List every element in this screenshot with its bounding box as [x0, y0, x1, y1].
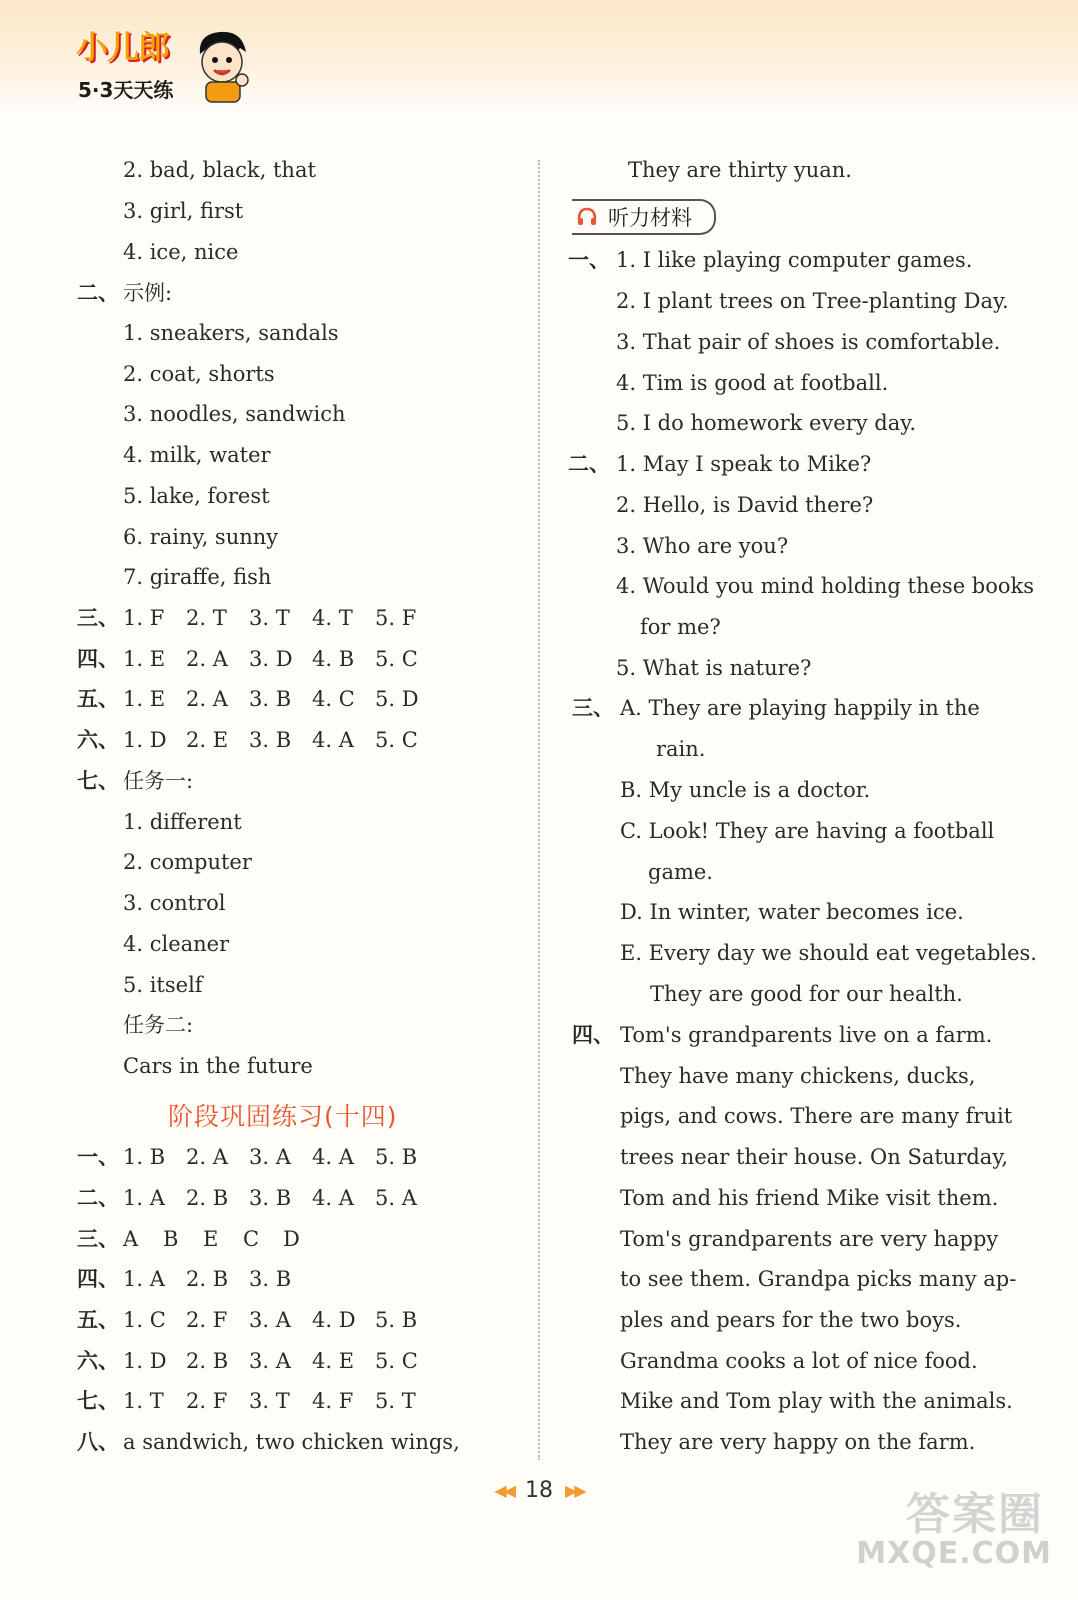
answer-item: 2. F	[186, 1389, 228, 1413]
left-line	[123, 318, 339, 348]
right-line	[568, 449, 872, 479]
left-line	[77, 644, 418, 674]
left-line	[123, 847, 252, 877]
right-line	[620, 938, 1037, 968]
left-line	[123, 440, 271, 470]
right-line	[616, 571, 1034, 601]
section-marker: 三、	[77, 606, 119, 630]
answer-item: 5. itself	[123, 973, 203, 997]
left-line	[77, 1386, 416, 1416]
left-line	[123, 888, 225, 918]
right-line	[628, 155, 852, 185]
listening-materials-tag	[572, 199, 716, 235]
right-line	[620, 1427, 975, 1457]
left-line	[77, 1346, 418, 1376]
section-marker: 一、	[77, 1145, 119, 1169]
answer-item: 6. rainy, sunny	[123, 525, 279, 549]
answer-item: 1. D	[123, 728, 167, 752]
left-line	[77, 1224, 300, 1254]
answer-item: 2. B	[186, 1267, 229, 1291]
page-number: 18	[525, 1477, 553, 1503]
left-line	[123, 196, 243, 226]
answer-item: 5. B	[375, 1145, 418, 1169]
answer-item: B	[163, 1227, 179, 1251]
answer-item: C. Look! They are having a football	[620, 819, 995, 843]
answer-item: 4. B	[312, 647, 355, 671]
section-marker: 七、	[77, 1389, 119, 1413]
left-line	[123, 1051, 313, 1081]
right-line	[616, 408, 916, 438]
answer-item: 2. bad, black, that	[123, 158, 316, 182]
answer-item: 4. milk, water	[123, 443, 271, 467]
left-line	[77, 725, 418, 755]
right-line	[616, 531, 788, 561]
answer-item: 1. different	[123, 810, 242, 834]
right-line	[620, 816, 994, 846]
left-line	[123, 399, 345, 429]
answer-item: 3. B	[249, 1267, 292, 1291]
right-line	[620, 1264, 1016, 1294]
left-line	[123, 522, 278, 552]
left-line	[77, 766, 194, 796]
section-marker: 二、	[568, 452, 610, 476]
answer-item: 4. C	[312, 687, 355, 711]
answer-item: 1. sneakers, sandals	[123, 321, 339, 345]
answer-item: 3. A	[249, 1349, 291, 1373]
answer-item: 5. lake, forest	[123, 484, 270, 508]
answer-item: 4. Would you mind holding these books	[616, 574, 1035, 598]
section-marker: 二、	[77, 281, 119, 305]
answer-item: They are thirty yuan.	[628, 158, 852, 182]
answer-item: 1. F	[123, 606, 165, 630]
answer-item: pigs, and cows. There are many fruit	[620, 1104, 1013, 1128]
answer-item: trees near their house. On Saturday,	[620, 1145, 1009, 1169]
answer-item: 5. C	[375, 728, 418, 752]
answer-item: 5. D	[375, 687, 419, 711]
answer-item: 5. What is nature?	[616, 656, 812, 680]
right-line	[656, 734, 705, 764]
answer-item: 1. A	[123, 1186, 165, 1210]
watermark-url: MXQE.COM	[856, 1536, 1052, 1571]
answer-item: 4. D	[312, 1308, 356, 1332]
answer-item: D. In winter, water becomes ice.	[620, 900, 964, 924]
answer-item: 3. T	[249, 606, 290, 630]
next-arrows-icon: ▶▶	[565, 1480, 584, 1500]
answer-item: 1. I like playing computer games.	[616, 248, 973, 272]
left-line	[77, 1183, 417, 1213]
watermark-logo-text: 答案圈	[906, 1489, 1044, 1540]
answer-item: 1. E	[123, 647, 166, 671]
section-marker: 四、	[77, 1267, 119, 1291]
right-line	[616, 327, 1000, 357]
section-marker: 三、	[77, 1227, 119, 1251]
right-line	[620, 1386, 1013, 1416]
left-line	[77, 684, 419, 714]
answer-item: 1. D	[123, 1349, 167, 1373]
answer-item: Tom's grandparents are very happy	[620, 1227, 999, 1251]
answer-item: 2. coat, shorts	[123, 362, 275, 386]
answer-item: 3. noodles, sandwich	[123, 402, 346, 426]
answer-item: E. Every day we should eat vegetables.	[620, 941, 1037, 965]
section-marker: 五、	[77, 1308, 119, 1332]
answer-item: 任务二:	[123, 1013, 194, 1037]
answer-item: 2. T	[186, 606, 227, 630]
answer-item: 5. T	[375, 1389, 416, 1413]
answer-item: 1. E	[123, 687, 166, 711]
brand-subtitle: 5·3天天练	[78, 78, 174, 102]
answer-item: 5. C	[375, 1349, 418, 1373]
left-line	[123, 481, 270, 511]
answer-item: to see them. Grandpa picks many ap-	[620, 1267, 1017, 1291]
answer-item: They are good for our health.	[650, 982, 963, 1006]
section-marker: 五、	[77, 687, 119, 711]
answer-item: rain.	[656, 737, 706, 761]
mascot-boy-icon	[190, 26, 254, 106]
answer-item: A. They are playing happily in the	[620, 696, 980, 720]
right-line	[620, 1346, 978, 1376]
answer-item: E	[203, 1227, 219, 1251]
site-watermark	[852, 1478, 1052, 1588]
answer-item: 5. F	[375, 606, 417, 630]
left-line	[123, 237, 238, 267]
left-line	[77, 1427, 460, 1457]
answer-item: 1. B	[123, 1145, 166, 1169]
brand-logo	[72, 20, 252, 108]
page-header	[0, 0, 1078, 112]
answer-item: 4. E	[312, 1349, 355, 1373]
answer-item: 3. A	[249, 1145, 291, 1169]
right-line	[568, 245, 973, 275]
stage-title: 阶段巩固练习(十四)	[168, 1102, 398, 1131]
answer-item: 4. F	[312, 1389, 354, 1413]
right-line	[650, 979, 963, 1009]
prev-arrows-icon: ◀◀	[494, 1480, 513, 1500]
answer-item: Mike and Tom play with the animals.	[620, 1389, 1013, 1413]
answer-item: Cars in the future	[123, 1054, 313, 1078]
answer-item: 4. ice, nice	[123, 240, 239, 264]
answer-item: 3. That pair of shoes is comfortable.	[616, 330, 1001, 354]
section-marker: 四、	[77, 647, 119, 671]
answer-item: 示例:	[123, 281, 173, 305]
answer-item: D	[283, 1227, 300, 1251]
section-marker: 八、	[77, 1430, 119, 1454]
section-marker: 七、	[77, 769, 119, 793]
right-line	[620, 1224, 998, 1254]
answer-item: 3. B	[249, 1186, 292, 1210]
answer-item: 2. A	[186, 647, 228, 671]
left-line	[123, 929, 229, 959]
answer-item: 1. C	[123, 1308, 166, 1332]
answer-item: A	[123, 1227, 139, 1251]
answer-item: 4. cleaner	[123, 932, 230, 956]
answer-item: 3. girl, first	[123, 199, 244, 223]
answer-item: 1. T	[123, 1389, 164, 1413]
right-line	[616, 653, 811, 683]
answer-item: 2. B	[186, 1186, 229, 1210]
listening-materials-label: 听力材料	[608, 206, 692, 230]
answer-item: 2. F	[186, 1308, 228, 1332]
answer-item: 2. computer	[123, 850, 252, 874]
left-line	[123, 359, 275, 389]
section-marker: 六、	[77, 1349, 119, 1373]
right-line	[620, 1101, 1012, 1131]
answer-item: 1. A	[123, 1267, 165, 1291]
answer-item: They are very happy on the farm.	[620, 1430, 976, 1454]
answer-item: 2. Hello, is David there?	[616, 493, 874, 517]
answer-item: 4. A	[312, 1186, 354, 1210]
answer-item: 3. T	[249, 1389, 290, 1413]
section-marker: 六、	[77, 728, 119, 752]
answer-item: 3. B	[249, 687, 292, 711]
answer-item: a sandwich, two chicken wings,	[123, 1430, 460, 1454]
answer-item: 5. I do homework every day.	[616, 411, 917, 435]
section-marker: 三、	[572, 696, 614, 720]
answer-item: 7. giraffe, fish	[123, 565, 272, 589]
right-line	[572, 693, 980, 723]
answer-item: 1. May I speak to Mike?	[616, 452, 872, 476]
answer-item: 4. T	[312, 606, 353, 630]
right-line	[616, 368, 888, 398]
left-line	[123, 1010, 193, 1040]
left-line	[77, 278, 173, 308]
right-line	[620, 1183, 998, 1213]
brand-title: 小儿郎	[76, 28, 170, 66]
right-line	[620, 897, 964, 927]
right-line	[648, 857, 713, 887]
right-line	[620, 1061, 975, 1091]
answer-item: 3. B	[249, 728, 292, 752]
left-line	[123, 562, 271, 592]
answer-item: 4. Tim is good at football.	[616, 371, 889, 395]
answer-item: 2. A	[186, 687, 228, 711]
section-marker: 四、	[572, 1023, 614, 1047]
left-line	[77, 1142, 418, 1172]
right-line	[620, 775, 870, 805]
right-line	[616, 490, 873, 520]
right-line	[572, 1020, 993, 1050]
answer-item: ples and pears for the two boys.	[620, 1308, 962, 1332]
answer-item: Tom's grandparents live on a farm.	[620, 1023, 993, 1047]
answer-item: game.	[648, 860, 713, 884]
answer-item: 2. B	[186, 1349, 229, 1373]
answer-item: 4. A	[312, 728, 354, 752]
right-line	[620, 1305, 961, 1335]
answer-item: Grandma cooks a lot of nice food.	[620, 1349, 978, 1373]
left-line	[123, 807, 242, 837]
answer-item: 3. A	[249, 1308, 291, 1332]
column-divider	[538, 160, 540, 1460]
answer-item: 5. B	[375, 1308, 418, 1332]
section-marker: 二、	[77, 1186, 119, 1210]
answer-item: 3. Who are you?	[616, 534, 789, 558]
answer-item: 5. A	[375, 1186, 417, 1210]
right-line	[620, 1142, 1008, 1172]
answer-item: 2. I plant trees on Tree-planting Day.	[616, 289, 1009, 313]
answer-item: 4. A	[312, 1145, 354, 1169]
section-marker: 一、	[568, 248, 610, 272]
right-line	[616, 286, 1009, 316]
left-line	[123, 970, 203, 1000]
answer-item: Tom and his friend Mike visit them.	[620, 1186, 999, 1210]
left-line	[77, 1264, 292, 1294]
answer-item: 3. control	[123, 891, 226, 915]
answer-item: B. My uncle is a doctor.	[620, 778, 871, 802]
answer-item: 2. A	[186, 1145, 228, 1169]
answer-item: for me?	[640, 615, 721, 639]
left-line	[77, 603, 417, 633]
answer-item: They have many chickens, ducks,	[620, 1064, 976, 1088]
left-line	[123, 155, 316, 185]
left-line	[77, 1305, 418, 1335]
answer-item: 2. E	[186, 728, 229, 752]
answer-item: 任务一:	[123, 769, 194, 793]
answer-item: 3. D	[249, 647, 293, 671]
headphone-icon	[572, 202, 602, 232]
answer-item: 5. C	[375, 647, 418, 671]
answer-item: C	[243, 1227, 260, 1251]
right-line	[640, 612, 721, 642]
